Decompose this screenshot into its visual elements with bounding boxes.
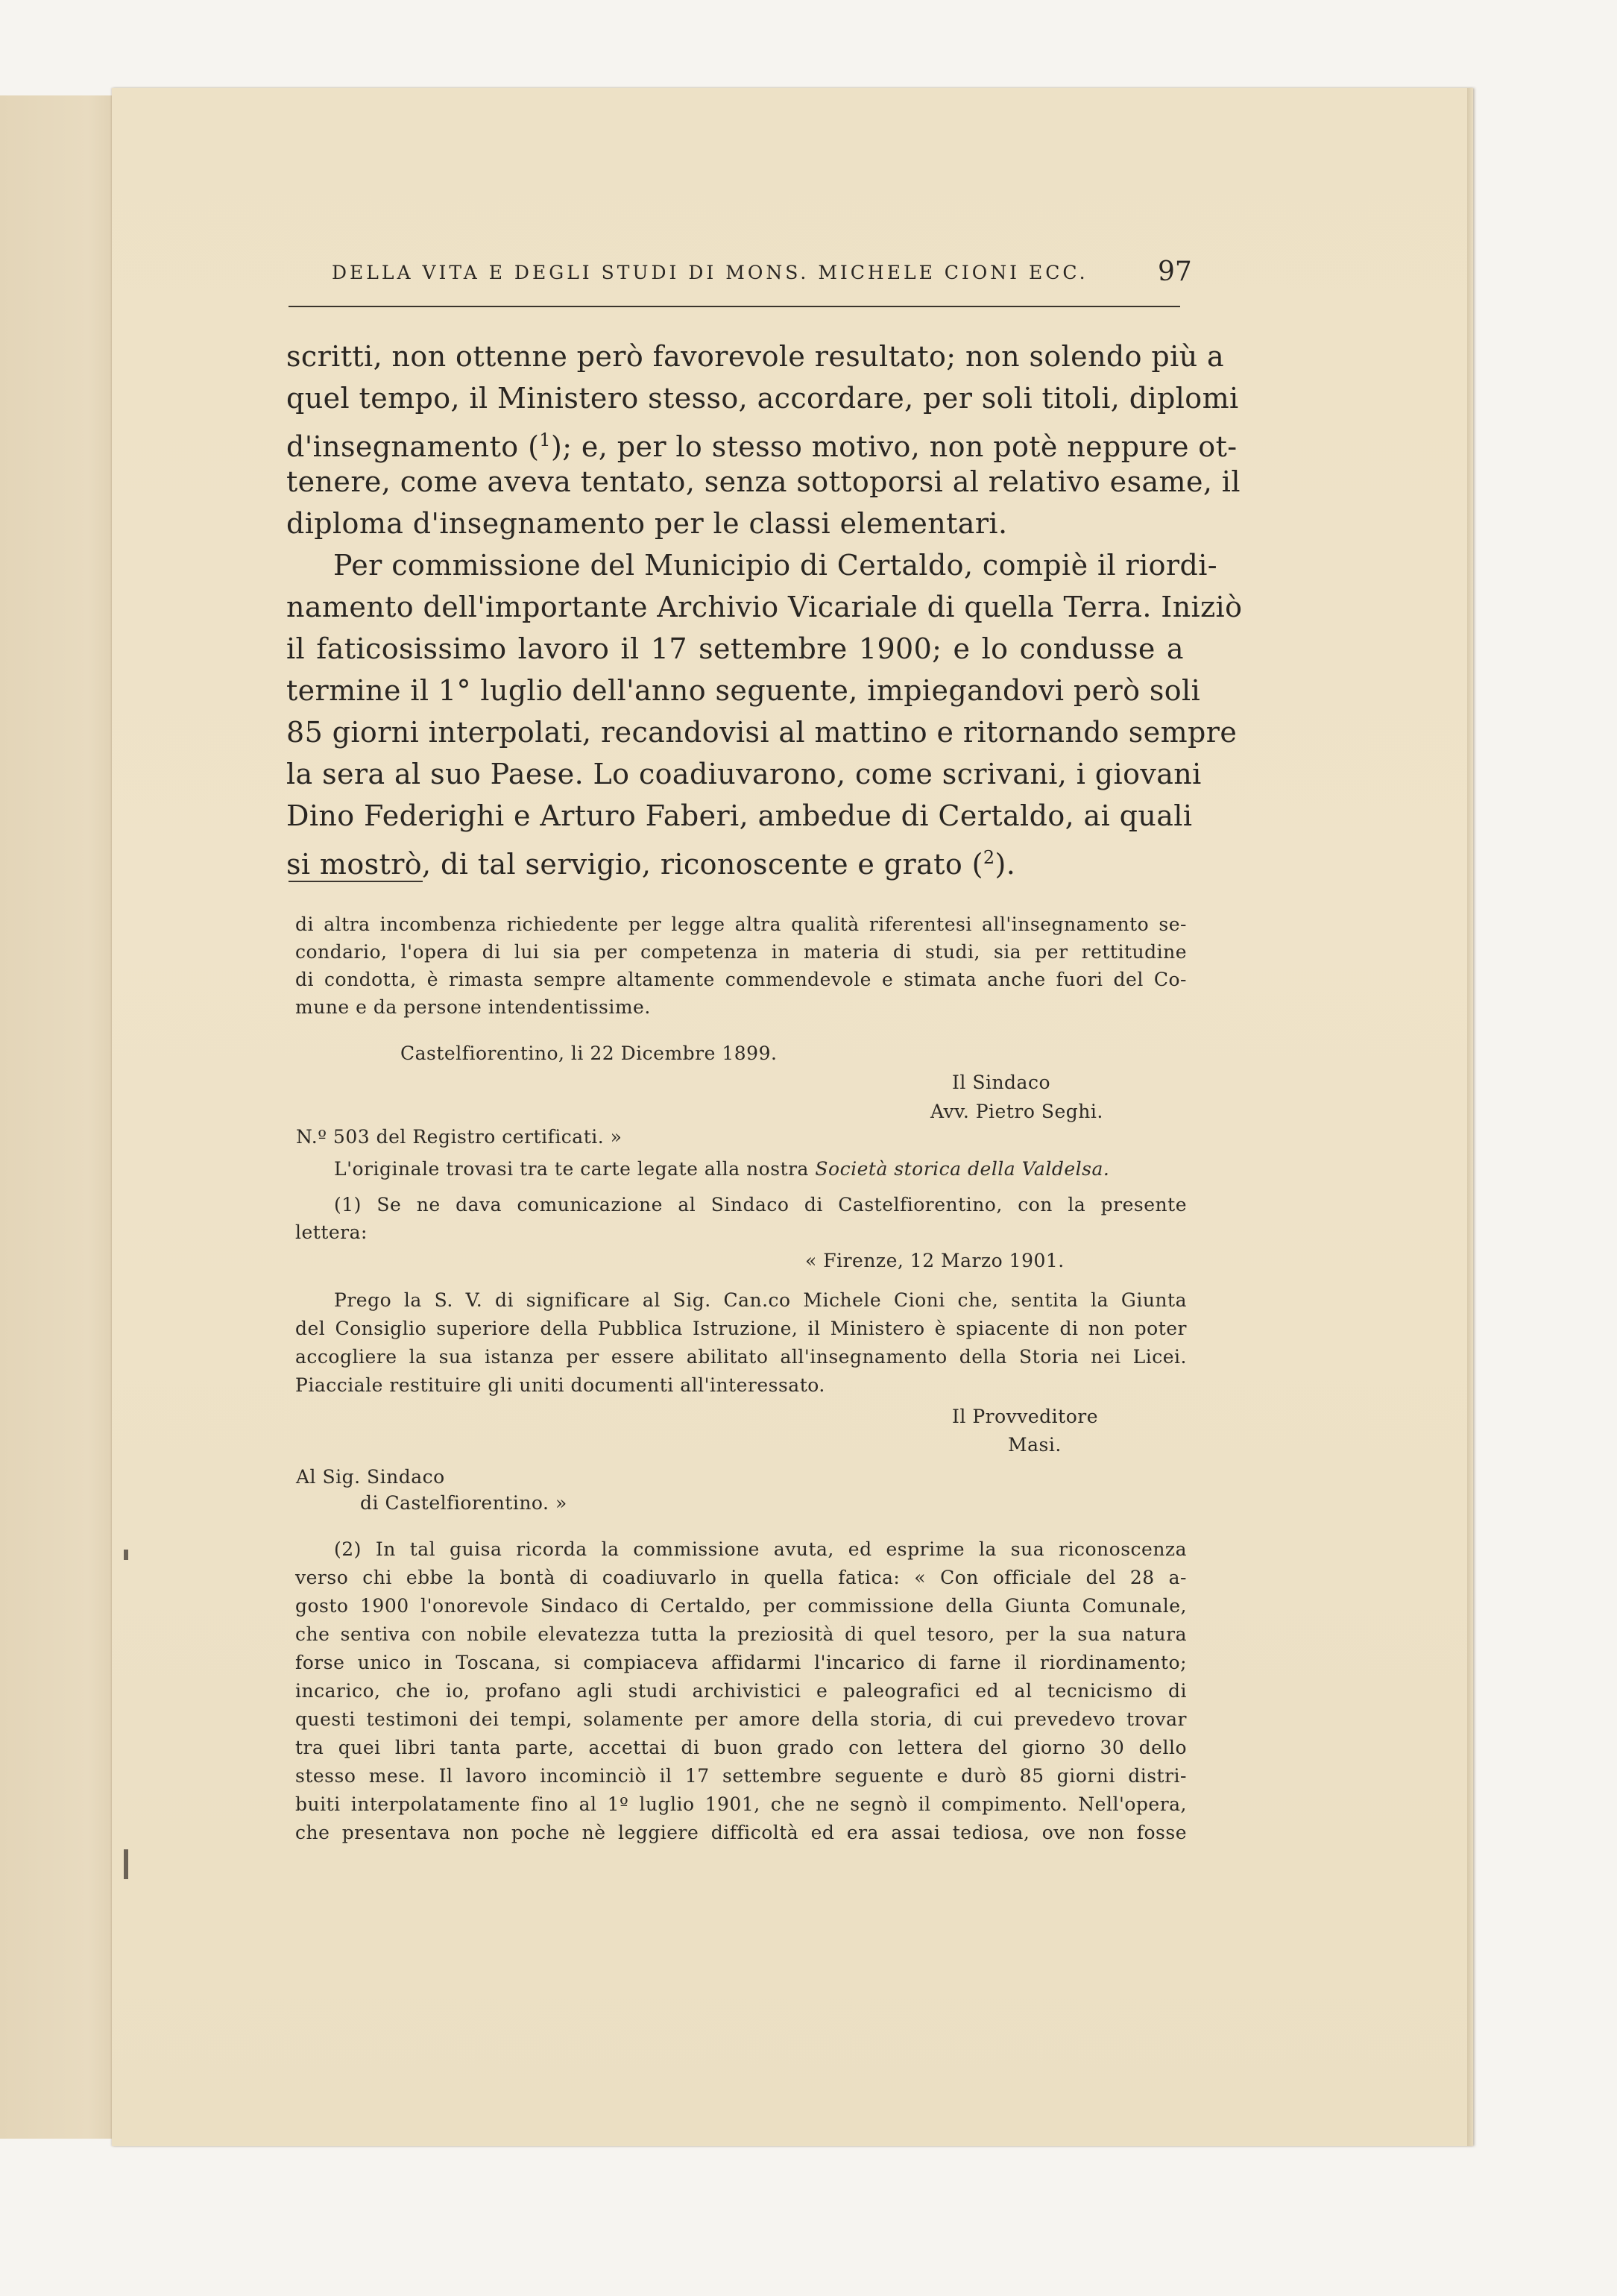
footnote-rule [289,881,423,882]
binding-thread-mark [124,1550,128,1560]
body-line: tenere, come aveva tentato, senza sottoporsi al relativo esame, il [286,465,1241,498]
footnote-2-line: forse unico in Toscana, si compiaceva affidarmi l'incarico di farne il riordinamento; [295,1652,1187,1673]
facing-page-edge [0,95,127,2139]
letter-line: accogliere la sua istanza per essere abilitato all'insegnamento della Storia nei Licei. [295,1346,1187,1368]
footnote-1-line: lettera: [295,1221,368,1243]
body-line: Per commissione del Municipio di Certaldo, compiè il riordi- [333,549,1218,582]
footnote-2-line: tra quei libri tanta parte, accettai di buon grado con lettera del giorno 30 dello [295,1737,1187,1758]
register-note: N.º 503 del Registro certificati. » [296,1126,622,1148]
letter-line: del Consiglio superiore della Pubblica Istruzione, il Ministero è spiacente di non poter [295,1318,1187,1339]
signer-name: Masi. [1008,1434,1062,1456]
letter-line: Prego la S. V. di significare al Sig. Can.co Michele Cioni che, sentita la Giunta [334,1289,1187,1311]
addressee: Al Sig. Sindaco [296,1466,445,1488]
body-line: Dino Federighi e Arturo Faberi, ambedue di Certaldo, ai quali [286,799,1193,832]
body-line: termine il 1° luglio dell'anno seguente, impiegandovi però soli [286,674,1201,707]
body-line: diploma d'insegnamento per le classi elementari. [286,507,1008,540]
body-line: namento dell'importante Archivio Vicariale di quella Terra. Iniziò [286,591,1243,623]
binding-thread-mark [124,1849,128,1879]
signer-title: Il Sindaco [952,1072,1051,1093]
original-note-text: L'originale trovasi tra te carte legate alla nostra [334,1158,816,1180]
society-name: Società storica della Valdelsa. [815,1158,1110,1180]
signer-title: Il Provveditore [952,1406,1099,1427]
addressee: di Castelfiorentino. » [360,1492,567,1514]
body-text: ). [995,848,1016,881]
header-rule [289,306,1180,307]
original-note [334,1158,1187,1180]
footnote-line: di altra incombenza richiedente per legge altra qualità riferentesi all'insegnamento se- [295,913,1187,935]
signer-name: Avv. Pietro Seghi. [930,1101,1103,1122]
running-title: DELLA VITA E DEGLI STUDI DI MONS. MICHELE CIONI ECC. [332,262,1088,283]
footnote-2-line: che sentiva con nobile elevatezza tutta la preziosità di quel tesoro, per la sua natura [295,1623,1187,1645]
page-number: 97 [1158,257,1192,287]
body-line [286,424,1238,463]
footnote-2-line: stesso mese. Il lavoro incominciò il 17 settembre seguente e durò 85 giorni distri- [295,1765,1187,1787]
letter-line: Piacciale restituire gli uniti documenti all'interessato. [295,1374,825,1396]
footnote-2-line: che presentava non poche nè leggiere difficoltà ed era assai tediosa, ove non fosse [295,1822,1187,1843]
place-date: « Firenze, 12 Marzo 1901. [805,1250,1065,1271]
page-edge-shadow [1467,88,1475,2146]
footnote-line: condario, l'opera di lui sia per competenza in materia di studi, sia per rettitudine [295,941,1187,963]
footnote-2-line: (2) In tal guisa ricorda la commissione avuta, ed esprime la sua riconoscenza [334,1538,1187,1560]
footnote-2-line: buiti interpolatamente fino al 1º luglio 1901, che ne segnò il compimento. Nell'opera, [295,1793,1187,1815]
place-date: Castelfiorentino, li 22 Dicembre 1899. [400,1042,778,1064]
body-line [286,841,1184,881]
footnote-2-line: verso chi ebbe la bontà di coadiuvarlo in quella fatica: « Con officiale del 28 a- [295,1567,1187,1588]
body-line: quel tempo, il Ministero stesso, accordare, per soli titoli, diplomi [286,382,1239,415]
body-line: 85 giorni interpolati, recandovisi al mattino e ritornando sempre [286,716,1238,749]
footnote-2-line: gosto 1900 l'onorevole Sindaco di Certaldo, per commissione della Giunta Comunale, [295,1595,1187,1617]
footnote-mark: 2 [983,847,995,868]
body-text: si mostrò, di tal servigio, riconoscente e grato ( [286,848,983,881]
body-line: scritti, non ottenne però favorevole resultato; non solendo più a [286,340,1225,373]
body-text: ); e, per lo stesso motivo, non potè neppure ot- [550,430,1238,463]
body-line: il faticosissimo lavoro il 17 settembre 1900; e lo condusse a [286,632,1184,665]
body-line: la sera al suo Paese. Lo coadiuvarono, come scrivani, i giovani [286,758,1202,790]
footnote-2-line: incarico, che io, profano agli studi archivistici e paleografici ed al tecnicismo di [295,1680,1187,1702]
footnote-1-line: (1) Se ne dava comunicazione al Sindaco di Castelfiorentino, con la presente [334,1194,1187,1215]
footnote-line: di condotta, è rimasta sempre altamente commendevole e stimata anche fuori del Co- [295,969,1187,990]
footnote-mark: 1 [539,430,551,450]
body-text: d'insegnamento ( [286,430,540,463]
footnote-line: mune e da persone intendentissime. [295,996,651,1018]
footnote-2-line: questi testimoni dei tempi, solamente per amore della storia, di cui prevedevo trovar [295,1708,1187,1730]
